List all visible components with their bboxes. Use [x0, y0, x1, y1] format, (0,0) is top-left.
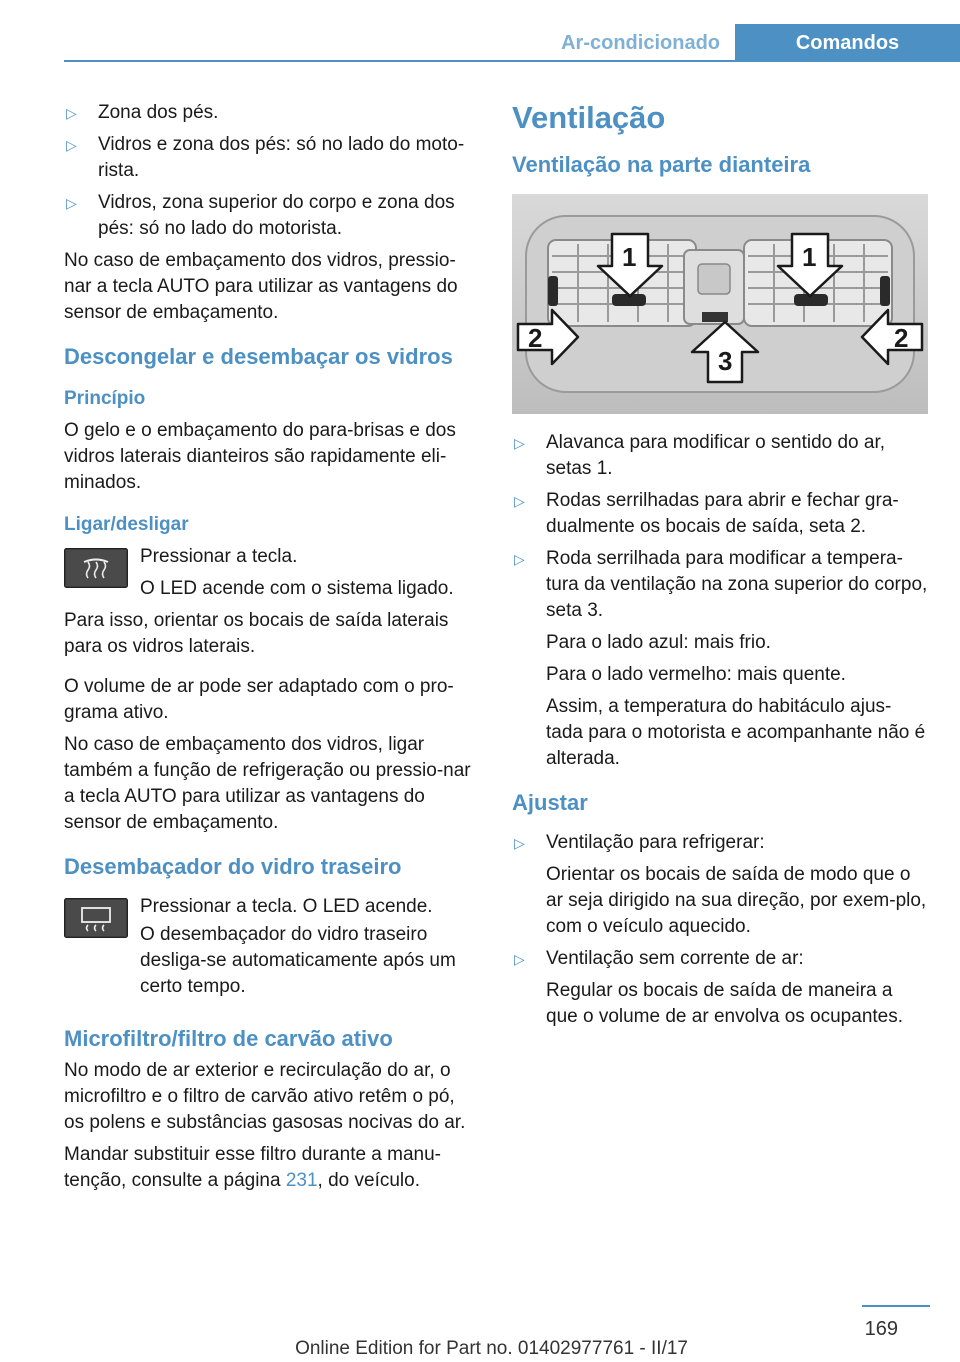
header-chapter-tab: Comandos: [735, 24, 960, 62]
heading-front-ventilation: Ventilação na parte dianteira: [512, 152, 811, 177]
header-rule: [64, 60, 960, 62]
triangle-right-icon: ▷: [514, 551, 525, 567]
sub-text: Para o lado azul: mais frio.: [546, 632, 771, 653]
list-item: ▷ Alavanca para modificar o sentido do ar, setas 1.: [514, 432, 886, 479]
paragraph-auto: No caso de embaçamento dos vidros, pressio-nar a tecla AUTO para utilizar as vantagens do sensor de embaçamento.: [64, 250, 458, 323]
list-item: ▷ Rodas serrilhadas para abrir e fechar gra-dualmente os bocais de saída, seta 2.: [514, 490, 899, 537]
led-on-text: O LED acende com o sistema ligado.: [140, 578, 454, 599]
triangle-right-icon: ▷: [66, 137, 77, 153]
adjust-list: [512, 830, 928, 1030]
front-vent-figure: [512, 194, 928, 414]
heading-adjust: Ajustar: [512, 790, 588, 815]
sub-text: Regular os bocais de saída de maneira a que o volume de ar envolva os ocupantes.: [546, 980, 904, 1027]
paragraph-cooling: No caso de embaçamento dos vidros, ligar também a função de refrigeração ou pressio-nar a tecla AUTO para utilizar as vantagens do sensor de embaçamento.: [64, 734, 471, 833]
sub-text: Orientar os bocais de saída de modo que o ar seja dirigido na sua direção, por exem-plo, com o veículo aquecido.: [546, 864, 927, 937]
paragraph-volume: O volume de ar pode ser adaptado com o pro-grama ativo.: [64, 676, 454, 723]
list-item: ▷ Ventilação para refrigerar: Orientar os bocais de saída de modo que o ar seja dirigido na sua direção, por exem-plo, com o veículo aquecido.: [512, 830, 928, 940]
left-column: [64, 100, 478, 1200]
vent-controls-list: [512, 430, 928, 772]
header-section-title: Ar-condicionado: [561, 32, 720, 54]
page-header: [64, 24, 960, 62]
air-distribution-list: [64, 100, 478, 242]
rear-defrost-icon: [64, 898, 128, 938]
list-item: ▷ Roda serrilhada para modificar a tempera-tura da ventilação na zona superior do corpo, seta 3. Para o lado azul: mais frio. Para o lado vermelho: mais quente. Assim, a temperatura do habitáculo ajus-tada para o motorista e acompanhante não é alterada.: [512, 546, 928, 772]
triangle-right-icon: ▷: [66, 195, 77, 211]
figure-label-1-right: 1: [802, 242, 817, 272]
heading-rear-defroster: Desembaçador do vidro traseiro: [64, 854, 402, 879]
rear-defrost-instruction: [64, 894, 478, 946]
figure-label-2-left: 2: [528, 323, 543, 353]
rear-off-text: O desembaçador do vidro traseiro desliga-se automaticamente após um certo tempo.: [140, 924, 456, 997]
list-item: ▷ Vidros e zona dos pés: só no lado do moto-rista.: [66, 134, 465, 181]
figure-label-3: 3: [718, 346, 733, 376]
triangle-right-icon: ▷: [514, 951, 525, 967]
rear-press-text: Pressionar a tecla. O LED acende.: [140, 896, 433, 917]
heading-on-off: Ligar/desligar: [64, 514, 189, 535]
front-defrost-icon: [64, 548, 128, 588]
sub-text: Assim, a temperatura do habitáculo ajus-tada para o motorista e acompanhante não é alterada.: [546, 696, 926, 769]
edition-note: Online Edition for Part no. 01402977761 - II/17: [295, 1338, 688, 1359]
list-item: ▷ Zona dos pés.: [64, 100, 478, 126]
paragraph-replace: Mandar substituir esse filtro durante a manu-tenção, consulte a página 231, do veículo.: [64, 1144, 442, 1191]
press-key-text: Pressionar a tecla.: [140, 546, 298, 567]
figure-label-2-right: 2: [894, 323, 909, 353]
list-item: ▷ Ventilação sem corrente de ar: Regular os bocais de saída de maneira a que o volume de ar envolva os ocupantes.: [512, 946, 928, 1030]
right-column: [512, 100, 928, 1036]
figure-label-1-left: 1: [622, 242, 637, 272]
footer-rule: [862, 1305, 930, 1307]
triangle-right-icon: ▷: [514, 493, 525, 509]
page-number: 169: [864, 1318, 898, 1340]
heading-filter: Microfiltro/filtro de carvão ativo: [64, 1026, 393, 1051]
heading-ventilation: Ventilação: [512, 100, 666, 135]
triangle-right-icon: ▷: [514, 835, 525, 851]
heading-principle: Princípio: [64, 388, 146, 409]
list-item: ▷ Vidros, zona superior do corpo e zona dos pés: só no lado do motorista.: [66, 192, 455, 239]
triangle-right-icon: ▷: [66, 105, 77, 121]
triangle-right-icon: ▷: [514, 435, 525, 451]
heading-defrost: Descongelar e desembaçar os vidros: [64, 344, 453, 369]
paragraph-principle: O gelo e o embaçamento do para-brisas e dos vidros laterais dianteiros são rapidamente eli-minados.: [64, 420, 456, 493]
paragraph-lateral: Para isso, orientar os bocais de saída laterais para os vidros laterais.: [64, 610, 449, 657]
front-defrost-instruction: [64, 544, 478, 602]
page-link[interactable]: 231: [285, 1170, 318, 1191]
sub-text: Para o lado vermelho: mais quente.: [546, 664, 846, 685]
paragraph-filter: No modo de ar exterior e recirculação do ar, o microfiltro e o filtro de carvão ativo retêm o pó, os polens e substâncias gasosas nocivas do ar.: [64, 1060, 466, 1133]
